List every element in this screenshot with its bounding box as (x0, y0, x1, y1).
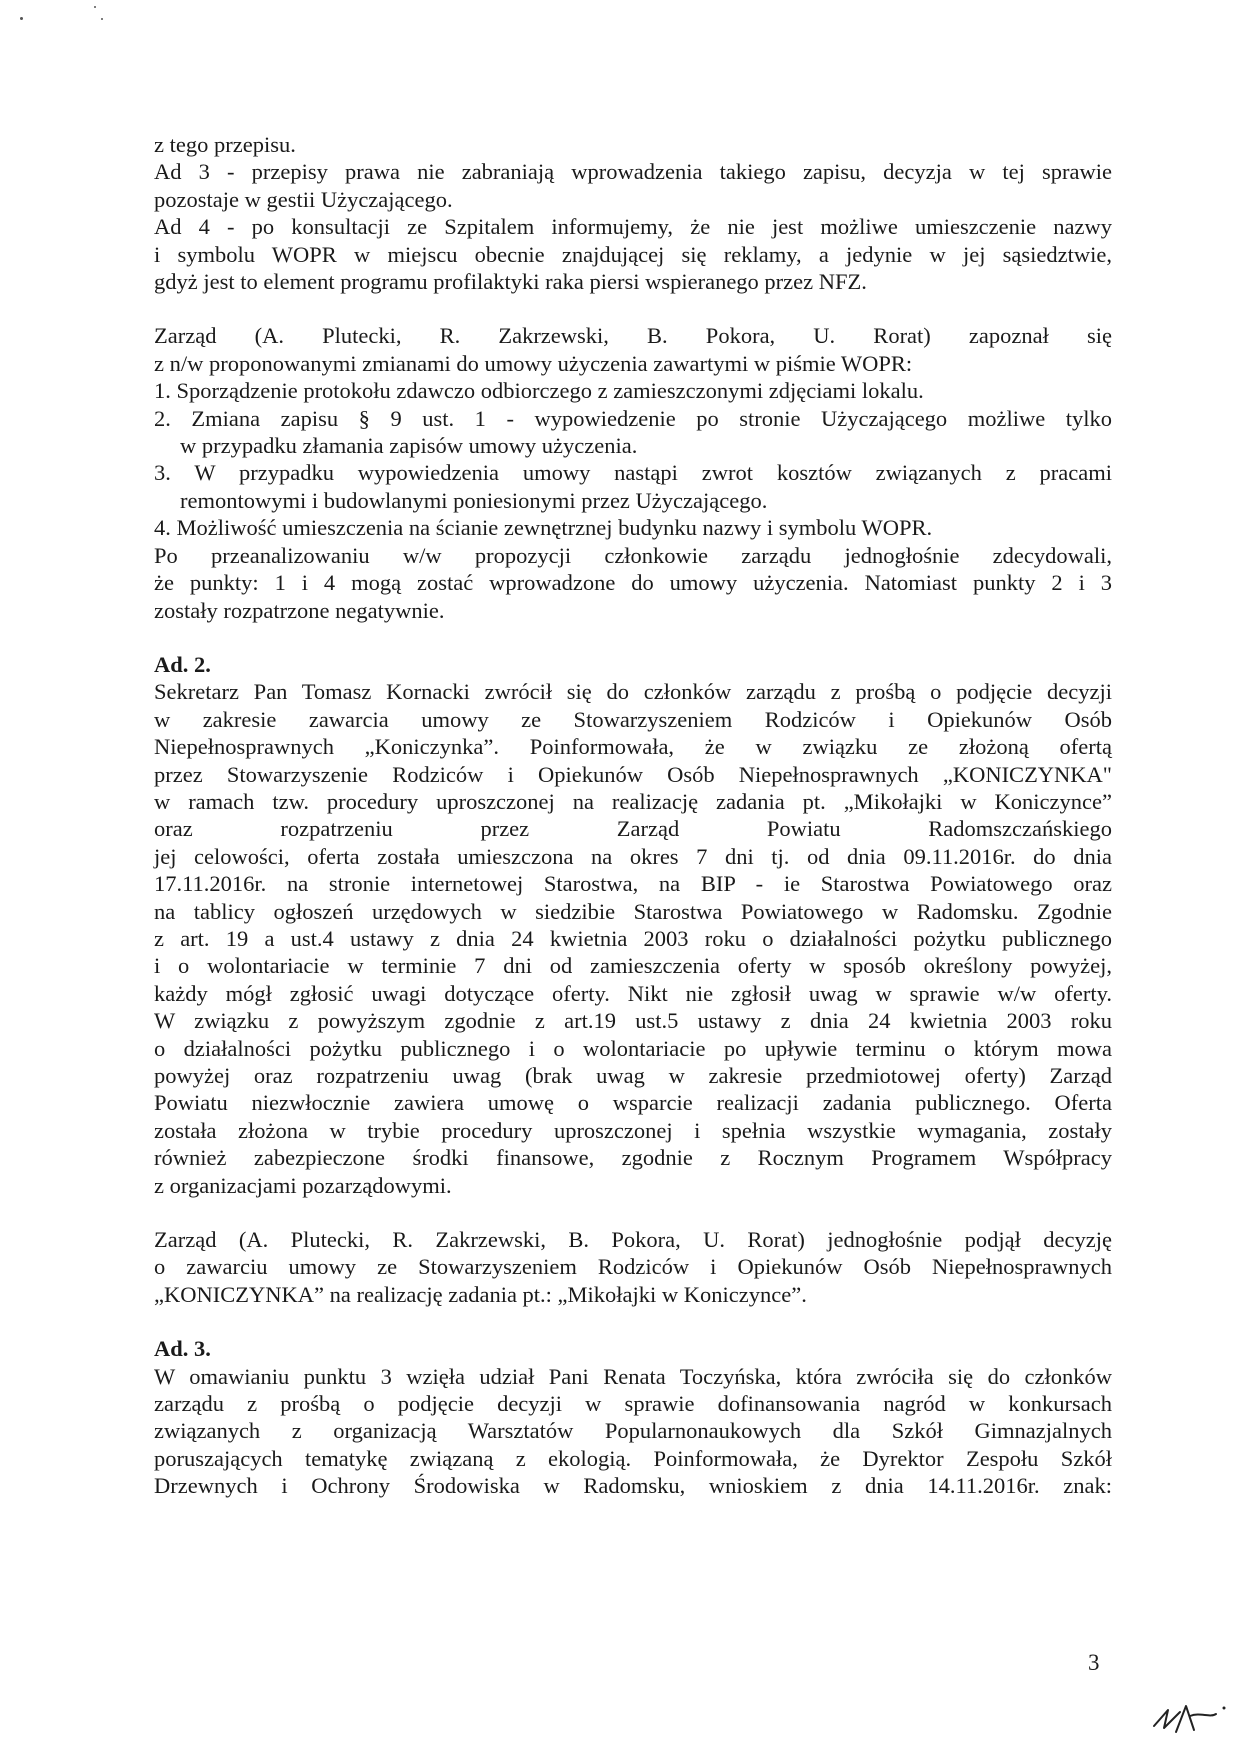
text-line: również zabezpieczone środki finansowe, zgodnie z Rocznym Programem Współpracy (154, 1145, 1112, 1171)
section-ad-3 (154, 1335, 1112, 1499)
text-line: z n/w proponowanymi zmianami do umowy użyczenia zawartymi w piśmie WOPR: (154, 350, 913, 376)
list-item-continuation: remontowymi i budowlanymi poniesionymi przez Użyczającego. (180, 487, 768, 513)
text-line: Powiatu niezwłocznie zawiera umowę o wsparcie realizacji zadania publicznego. Oferta (154, 1090, 1112, 1116)
text-line: oraz rozpatrzeniu przez Zarząd Powiatu Radomszczańskiego (154, 816, 1112, 842)
text-line: Ad 3 - przepisy prawa nie zabraniają wprowadzenia takiego zapisu, decyzja w tej sprawie (154, 159, 1112, 185)
text-line: o działalności pożytku publicznego i o wolontariacie po upływie terminu o którym mowa (154, 1035, 1112, 1061)
page-number: 3 (1088, 1650, 1100, 1675)
scan-speck (20, 17, 23, 20)
board-review-paragraph (154, 322, 1112, 623)
scan-speck (94, 6, 96, 8)
text-line: przez Stowarzyszenie Rodziców i Opiekunów Osób Niepełnosprawnych „KONICZYNKA" (154, 761, 1112, 787)
text-line: że punkty: 1 i 4 mogą zostać wprowadzone do umowy użyczenia. Natomiast punkty 2 i 3 (154, 570, 1112, 596)
signature-initials-icon (1150, 1688, 1230, 1736)
text-line: pozostaje w gestii Użyczającego. (154, 186, 453, 212)
text-line: Zarząd (A. Plutecki, R. Zakrzewski, B. Pokora, U. Rorat) zapoznał się (154, 323, 1112, 349)
text-line: z art. 19 a ust.4 ustawy z dnia 24 kwietnia 2003 roku o działalności pożytku publicznego (154, 925, 1112, 951)
text-line: w ramach tzw. procedury uproszczonej na realizację zadania pt. „Mikołajki w Koniczynce” (154, 788, 1112, 814)
section-heading: Ad. 2. (154, 651, 211, 677)
text-line: W związku z powyższym zgodnie z art.19 ust.5 ustawy z dnia 24 kwietnia 2003 roku (154, 1008, 1112, 1034)
scan-speck (101, 18, 103, 20)
text-line: została złożona w trybie procedury uproszczonej i spełnia wszystkie wymagania, zostały (154, 1117, 1112, 1143)
text-line: Niepełnosprawnych „Koniczynka”. Poinformowała, że w związku ze złożoną ofertą (154, 734, 1112, 760)
text-line: 17.11.2016r. na stronie internetowej Starostwa, na BIP - ie Starostwa Powiatowego oraz (154, 871, 1112, 897)
text-line: zarządu z prośbą o podjęcie decyzji w sprawie dofinansowania nagród w konkursach (154, 1391, 1112, 1417)
text-line: na tablicy ogłoszeń urzędowych w siedzibie Starostwa Powiatowego w Radomsku. Zgodnie (154, 898, 1112, 924)
decision-line: o zawarciu umowy ze Stowarzyszeniem Rodziców i Opiekunów Osób Niepełnosprawnych (154, 1254, 1112, 1280)
text-line: i o wolontariacie w terminie 7 dni od zamieszczenia oferty w sposób określony powyżej, (154, 953, 1112, 979)
text-line: zostały rozpatrzone negatywnie. (154, 597, 445, 623)
document-body (154, 131, 1112, 1500)
text-line: z tego przepisu. (154, 132, 296, 157)
list-item-continuation: w przypadku złamania zapisów umowy użyczenia. (180, 433, 638, 459)
text-line: powyżej oraz rozpatrzeniu uwag (brak uwag w zakresie przedmiotowej oferty) Zarząd (154, 1063, 1112, 1088)
text-line: Ad 4 - po konsultacji ze Szpitalem informujemy, że nie jest możliwe umieszczenie nazwy (154, 214, 1112, 240)
text-line: związanych z organizacją Warsztatów Popularnonaukowych dla Szkół Gimnazjalnych (154, 1418, 1112, 1444)
decision-line: „KONICZYNKA” na realizację zadania pt.: „Mikołajki w Koniczynce”. (154, 1281, 807, 1307)
text-line: i symbolu WOPR w miejscu obecnie znajdującej się reklamy, a jedynie w jej sąsiedztwie, (154, 241, 1112, 267)
list-item: 3. W przypadku wypowiedzenia umowy nastąpi zwrot kosztów związanych z pracami (154, 460, 1112, 486)
section-ad-2 (154, 651, 1112, 1308)
text-line: W omawianiu punktu 3 wzięła udział Pani Renata Toczyńska, która zwróciła się do członków (154, 1363, 1112, 1389)
list-item: 4. Możliwość umieszczenia na ścianie zewnętrznej budynku nazwy i symbolu WOPR. (154, 515, 933, 541)
section-heading: Ad. 3. (154, 1336, 211, 1362)
text-line: poruszających tematykę związaną z ekologią. Poinformowała, że Dyrektor Zespołu Szkół (154, 1445, 1112, 1471)
text-line: Po przeanalizowaniu w/w propozycji członkowie zarządu jednogłośnie zdecydowali, (154, 542, 1112, 568)
list-item: 1. Sporządzenie protokołu zdawczo odbiorczego z zamieszczonymi zdjęciami lokalu. (154, 378, 924, 404)
text-line: jej celowości, oferta została umieszczona na okres 7 dni tj. od dnia 09.11.2016r. do dnia (154, 843, 1112, 869)
decision-line: Zarząd (A. Plutecki, R. Zakrzewski, B. Pokora, U. Rorat) jednogłośnie podjął decyzję (154, 1227, 1112, 1253)
text-line: z organizacjami pozarządowymi. (154, 1172, 452, 1198)
text-line: w zakresie zawarcia umowy ze Stowarzyszeniem Rodziców i Opiekunów Osób (154, 706, 1112, 732)
text-line: każdy mógł zgłosić uwagi dotyczące oferty. Nikt nie zgłosił uwag w sprawie w/w oferty. (154, 980, 1112, 1006)
text-line: gdyż jest to element programu profilaktyki raka piersi wspieranego przez NFZ. (154, 269, 867, 295)
list-item: 2. Zmiana zapisu § 9 ust. 1 - wypowiedzenie po stronie Użyczającego możliwe tylko (154, 405, 1112, 431)
text-line: Drzewnych i Ochrony Środowiska w Radomsku, wnioskiem z dnia 14.11.2016r. znak: (154, 1473, 1112, 1499)
text-line: Sekretarz Pan Tomasz Kornacki zwrócił się do członków zarządu z prośbą o podjęcie decyzji (154, 679, 1112, 705)
